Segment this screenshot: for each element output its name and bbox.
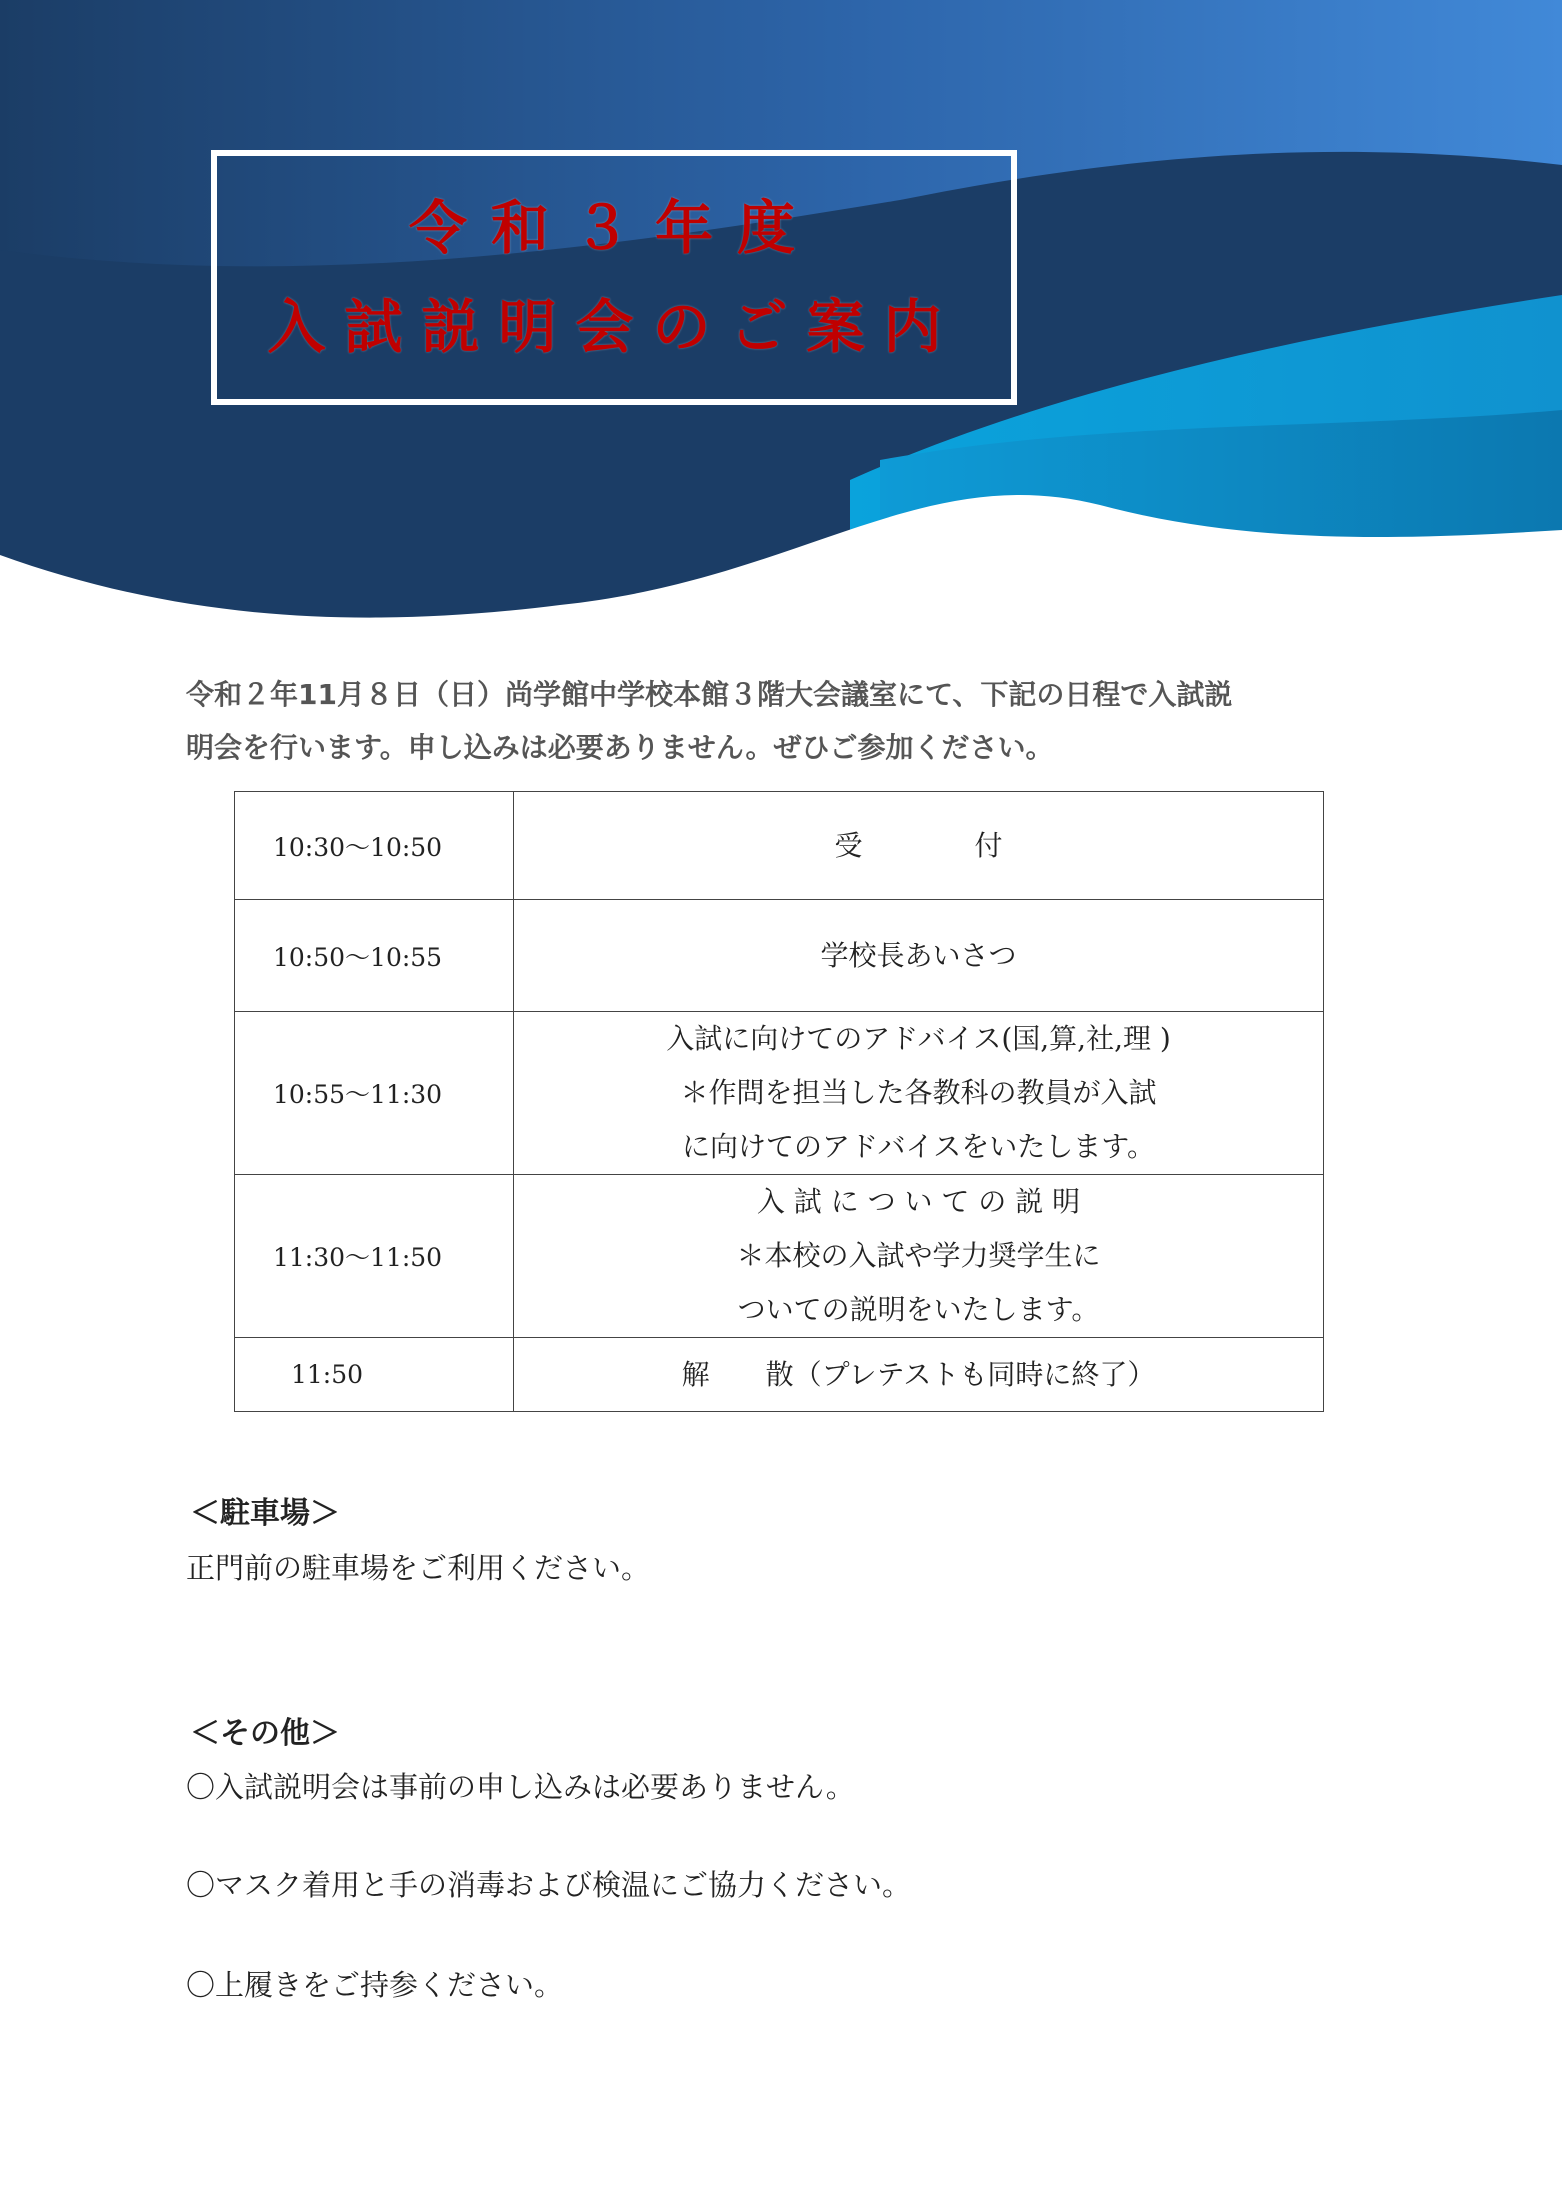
time-cell: 11:50 xyxy=(235,1338,514,1412)
table-row xyxy=(235,1175,1324,1338)
parking-text: 正門前の駐車場をご利用ください。 xyxy=(186,1551,651,1585)
description-line: に向けてのアドバイスをいたします。 xyxy=(682,1130,1155,1163)
time-cell: 11:30〜11:50 xyxy=(235,1175,514,1338)
description-cell xyxy=(514,900,1324,1012)
description-line: ＊本校の入試や学力奨学生に xyxy=(736,1239,1101,1272)
description-line: ＊作問を担当した各教科の教員が入試 xyxy=(680,1076,1157,1109)
description-cell xyxy=(514,1175,1324,1338)
intro-line-2: 明会を行います。申し込みは必要ありません。ぜひご参加ください。 xyxy=(186,731,1054,764)
description-line: 入試に向けてのアドバイス(国,算,社,理 ) xyxy=(666,1022,1171,1055)
description-line: 学校長あいさつ xyxy=(820,938,1017,972)
intro-line-1: 令和２年11月８日（日）尚学館中学校本館３階大会議室にて、下記の日程で入試説 xyxy=(186,678,1233,711)
other-heading: ＜その他＞ xyxy=(190,1716,340,1751)
description-cell xyxy=(514,1012,1324,1175)
other-item-2: 〇マスク着用と手の消毒および検温にご協力ください。 xyxy=(186,1868,912,1902)
time-cell: 10:30〜10:50 xyxy=(235,792,514,900)
table-row xyxy=(235,1012,1324,1175)
title-line-1: 令和３年度 xyxy=(408,193,819,262)
time-cell: 10:55〜11:30 xyxy=(235,1012,514,1175)
other-item-1: 〇入試説明会は事前の申し込みは必要ありません。 xyxy=(186,1770,855,1804)
title-box xyxy=(211,150,1017,405)
other-item-3: 〇上履きをご持参ください。 xyxy=(186,1968,564,2002)
description-line: ついての説明をいたします。 xyxy=(737,1293,1100,1326)
description-line: 入 試 に つ い て の 説 明 xyxy=(756,1185,1081,1218)
time-cell: 10:50〜10:55 xyxy=(235,900,514,1012)
description-cell xyxy=(514,792,1324,900)
description-line: 受 付 xyxy=(834,828,1003,862)
schedule-table xyxy=(234,791,1324,1412)
description-cell xyxy=(514,1338,1324,1412)
parking-heading: ＜駐車場＞ xyxy=(190,1496,340,1531)
title-line-2: 入試説明会のご案内 xyxy=(267,292,961,361)
table-row xyxy=(235,792,1324,900)
table-row xyxy=(235,1338,1324,1412)
intro-paragraph xyxy=(186,668,1386,774)
description-line: 解 散（プレテストも同時に終了） xyxy=(681,1357,1156,1391)
table-row xyxy=(235,900,1324,1012)
